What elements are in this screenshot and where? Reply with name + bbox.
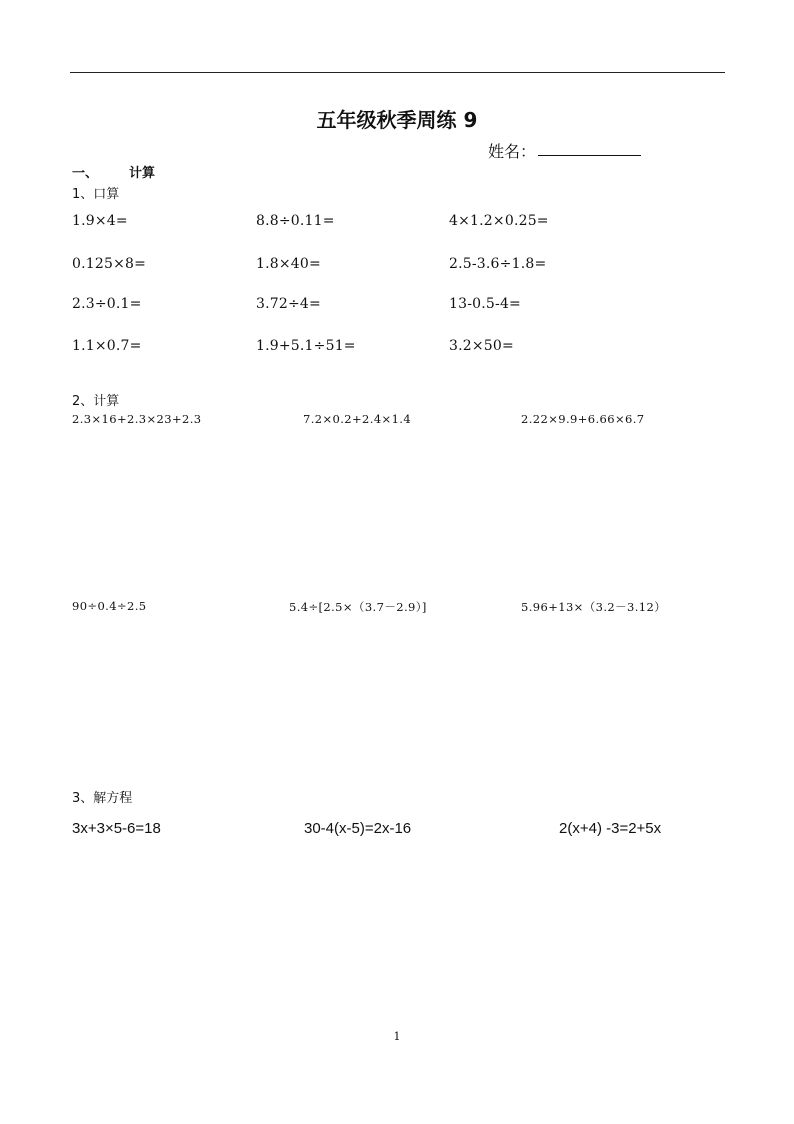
name-label: 姓名： bbox=[488, 142, 537, 161]
oral-item: 13-0.5-4= bbox=[449, 296, 521, 312]
oral-item: 4×1.2×0.25= bbox=[449, 213, 549, 229]
oral-item: 1.9×4= bbox=[72, 213, 128, 229]
calc-item: 7.2×0.2+2.4×1.4 bbox=[303, 412, 412, 426]
oral-item: 3.72÷4= bbox=[256, 296, 321, 312]
name-blank-line bbox=[538, 155, 641, 156]
oral-item: 3.2×50= bbox=[449, 338, 514, 354]
oral-item: 0.125×8= bbox=[72, 256, 147, 272]
section-number: 一、 bbox=[72, 166, 99, 181]
part3-heading: 3、解方程 bbox=[72, 791, 133, 806]
calc-item: 2.22×9.9+6.66×6.7 bbox=[521, 412, 645, 426]
calc-item: 5.96+13×（3.2－3.12） bbox=[521, 600, 667, 614]
equation-item: 3x+3×5-6=18 bbox=[72, 820, 161, 837]
part2-heading: 2、计算 bbox=[72, 394, 120, 409]
section-title: 计算 bbox=[129, 166, 156, 181]
calc-item: 90÷0.4÷2.5 bbox=[72, 599, 147, 613]
calc-item: 5.4÷[2.5×（3.7－2.9）] bbox=[289, 600, 427, 614]
header-rule bbox=[70, 72, 725, 73]
oral-item: 1.1×0.7= bbox=[72, 338, 142, 354]
equation-item: 30-4(x-5)=2x-16 bbox=[304, 820, 412, 837]
equation-item: 2(x+4) -3=2+5x bbox=[559, 820, 662, 837]
page-number: 1 bbox=[393, 1030, 401, 1043]
oral-item: 2.3÷0.1= bbox=[72, 296, 142, 312]
oral-item: 2.5-3.6÷1.8= bbox=[449, 256, 547, 272]
page-title: 五年级秋季周练 9 bbox=[316, 108, 478, 132]
oral-item: 1.9+5.1÷51= bbox=[256, 338, 356, 354]
oral-item: 8.8÷0.11= bbox=[256, 213, 335, 229]
part1-heading: 1、口算 bbox=[72, 187, 120, 202]
oral-item: 1.8×40= bbox=[256, 256, 321, 272]
calc-item: 2.3×16+2.3×23+2.3 bbox=[72, 412, 202, 426]
